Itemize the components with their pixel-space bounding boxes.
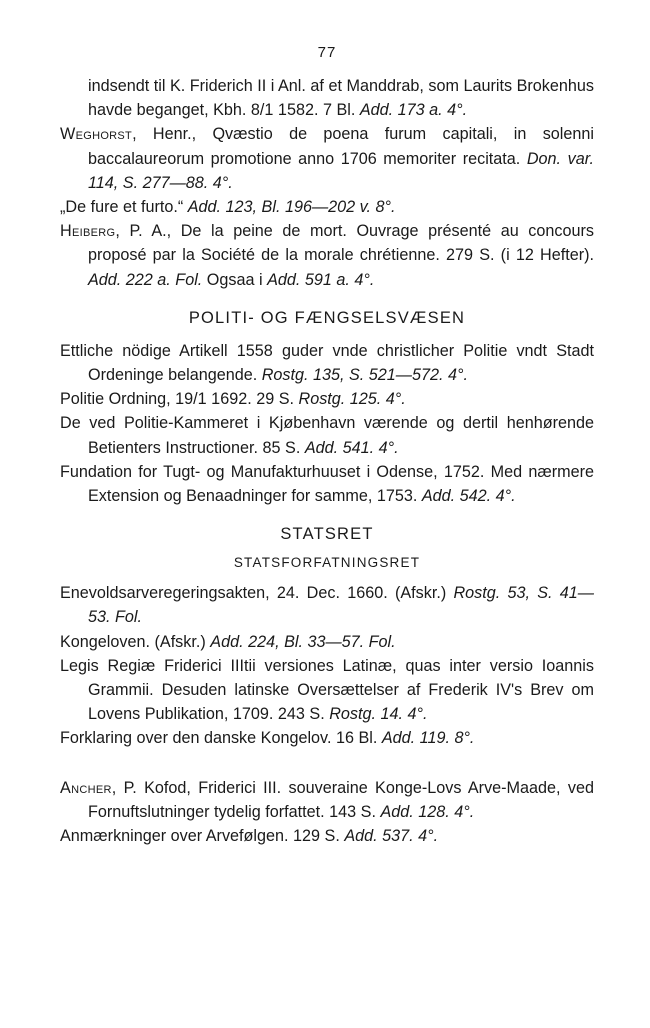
bibliography-entry — [60, 654, 594, 727]
entry-text: indsendt til K. Friderich II i Anl. af et Manddrab, som Laurits Brokenhus havde beganget, Kbh. — [88, 77, 594, 120]
spacer — [60, 570, 594, 581]
shelfmark: Add. 128. 4°. — [380, 802, 475, 821]
entries-body — [60, 74, 594, 848]
bibliography-entry — [60, 460, 594, 508]
entry-text: , Henr., Qvæstio de poena furum capitali, in solenni baccalaureorum promotione anno 1706 memoriter recitata. — [88, 125, 594, 168]
shelfmark: Add. 224, Bl. 33—57. Fol. — [210, 632, 396, 651]
entry-text: Legis Regiæ Friderici IIItii versiones Latinæ, quas inter versio Ioannis Grammii. Desuden latinske Oversættelser af Frederik IV's Brev om Lovens Publikation, 1709. 243 S. — [60, 656, 594, 724]
bibliography-entry — [60, 74, 594, 122]
section-subheading: STATSFORFATNINGSRET — [233, 555, 421, 571]
shelfmark: Add. 222 a. Fol. — [88, 270, 203, 289]
bibliography-entry — [60, 581, 594, 629]
shelfmark: Rostg. 125. 4°. — [298, 390, 406, 409]
bibliography-entry — [60, 122, 594, 195]
shelfmark: Rostg. 53, S. 41—53. Fol. — [88, 584, 594, 627]
bibliography-entry — [60, 387, 594, 411]
shelfmark: Don. var. 114, S. 277—88. 4°. — [88, 149, 594, 192]
entry-text: 19/1 — [175, 390, 207, 409]
author-name: Heiberg — [60, 222, 116, 241]
entry-text: Fundation for Tugt- og Manufakturhuuset i Odense, 1752. Med nærmere Extension og Benaadninger for samme, 1753. — [60, 462, 594, 506]
bibliography-entry — [60, 630, 594, 654]
bibliography-entry — [60, 195, 594, 219]
shelfmark: Add. 591 a. 4°. — [267, 270, 375, 289]
entry-text: Ogsaa i — [202, 270, 268, 289]
section-heading: POLITI- OG FÆNGSELSVÆSEN — [188, 308, 466, 327]
shelfmark: Rostg. 14. 4°. — [329, 705, 428, 724]
shelfmark: Rostg. 135, S. 521—572. 4°. — [261, 366, 468, 385]
entry-text: Politie Ordning, — [60, 390, 176, 409]
bibliography-entry — [60, 726, 594, 750]
bibliography-entry — [60, 219, 594, 292]
entry-text: 1692. 29 S. — [206, 390, 299, 409]
author-name: Ancher — [60, 778, 112, 797]
spacer — [60, 508, 594, 525]
entry-text: Ettliche nödige Artikell 1558 guder vnde christlicher Politie vndt Stadt Ordeninge belangende. — [60, 341, 594, 385]
spacer — [60, 292, 594, 309]
bibliography-entry — [60, 411, 594, 459]
entry-text: , P. A., De la peine de mort. Ouvrage présenté au concours proposé par la Société de la morale chrétienne. 279 S. (i 12 Hefter). — [88, 222, 594, 265]
bibliography-entry — [60, 824, 594, 848]
entry-text: Forklaring over den danske Kongelov. 16 Bl. — [60, 729, 382, 748]
shelfmark: Add. 537. 4°. — [344, 827, 439, 846]
entry-text: , P. Kofod, Friderici III. souveraine Konge-Lovs Arve-Maade, ved Fornuftslutninger tydelig forfattet. 143 S. — [88, 778, 594, 821]
spacer — [60, 328, 594, 339]
entry-text: De ved Politie-Kammeret i Kjøbenhavn værende og dertil henhørende Betienters Instructioner. 85 S. — [60, 414, 594, 457]
shelfmark: Add. 173 a. 4°. — [359, 101, 468, 120]
entry-text: 1582. 7 Bl. — [273, 101, 360, 120]
section-heading: STATSRET — [280, 525, 374, 544]
entry-text: Enevoldsarveregeringsakten, 24. Dec. 1660. (Afskr.) — [60, 584, 454, 603]
spacer — [60, 544, 594, 555]
shelfmark: Add. 542. 4°. — [421, 487, 516, 506]
bibliography-entry — [60, 776, 594, 824]
spacer — [60, 751, 594, 776]
entry-text: „De fure et furto.“ — [60, 198, 188, 217]
bibliography-entry — [60, 339, 594, 387]
entry-text: Kongeloven. (Afskr.) — [60, 632, 211, 651]
author-name: Weghorst — [60, 125, 133, 144]
entry-text: Anmærkninger over Arvefølgen. 129 S. — [60, 827, 345, 846]
shelfmark: Add. 541. 4°. — [304, 438, 399, 457]
shelfmark: Add. 119. 8°. — [381, 729, 475, 748]
page-number: 77 — [317, 44, 337, 61]
shelfmark: Add. 123, Bl. 196—202 v. 8°. — [187, 198, 396, 217]
entry-text: 8/1 — [250, 101, 274, 120]
